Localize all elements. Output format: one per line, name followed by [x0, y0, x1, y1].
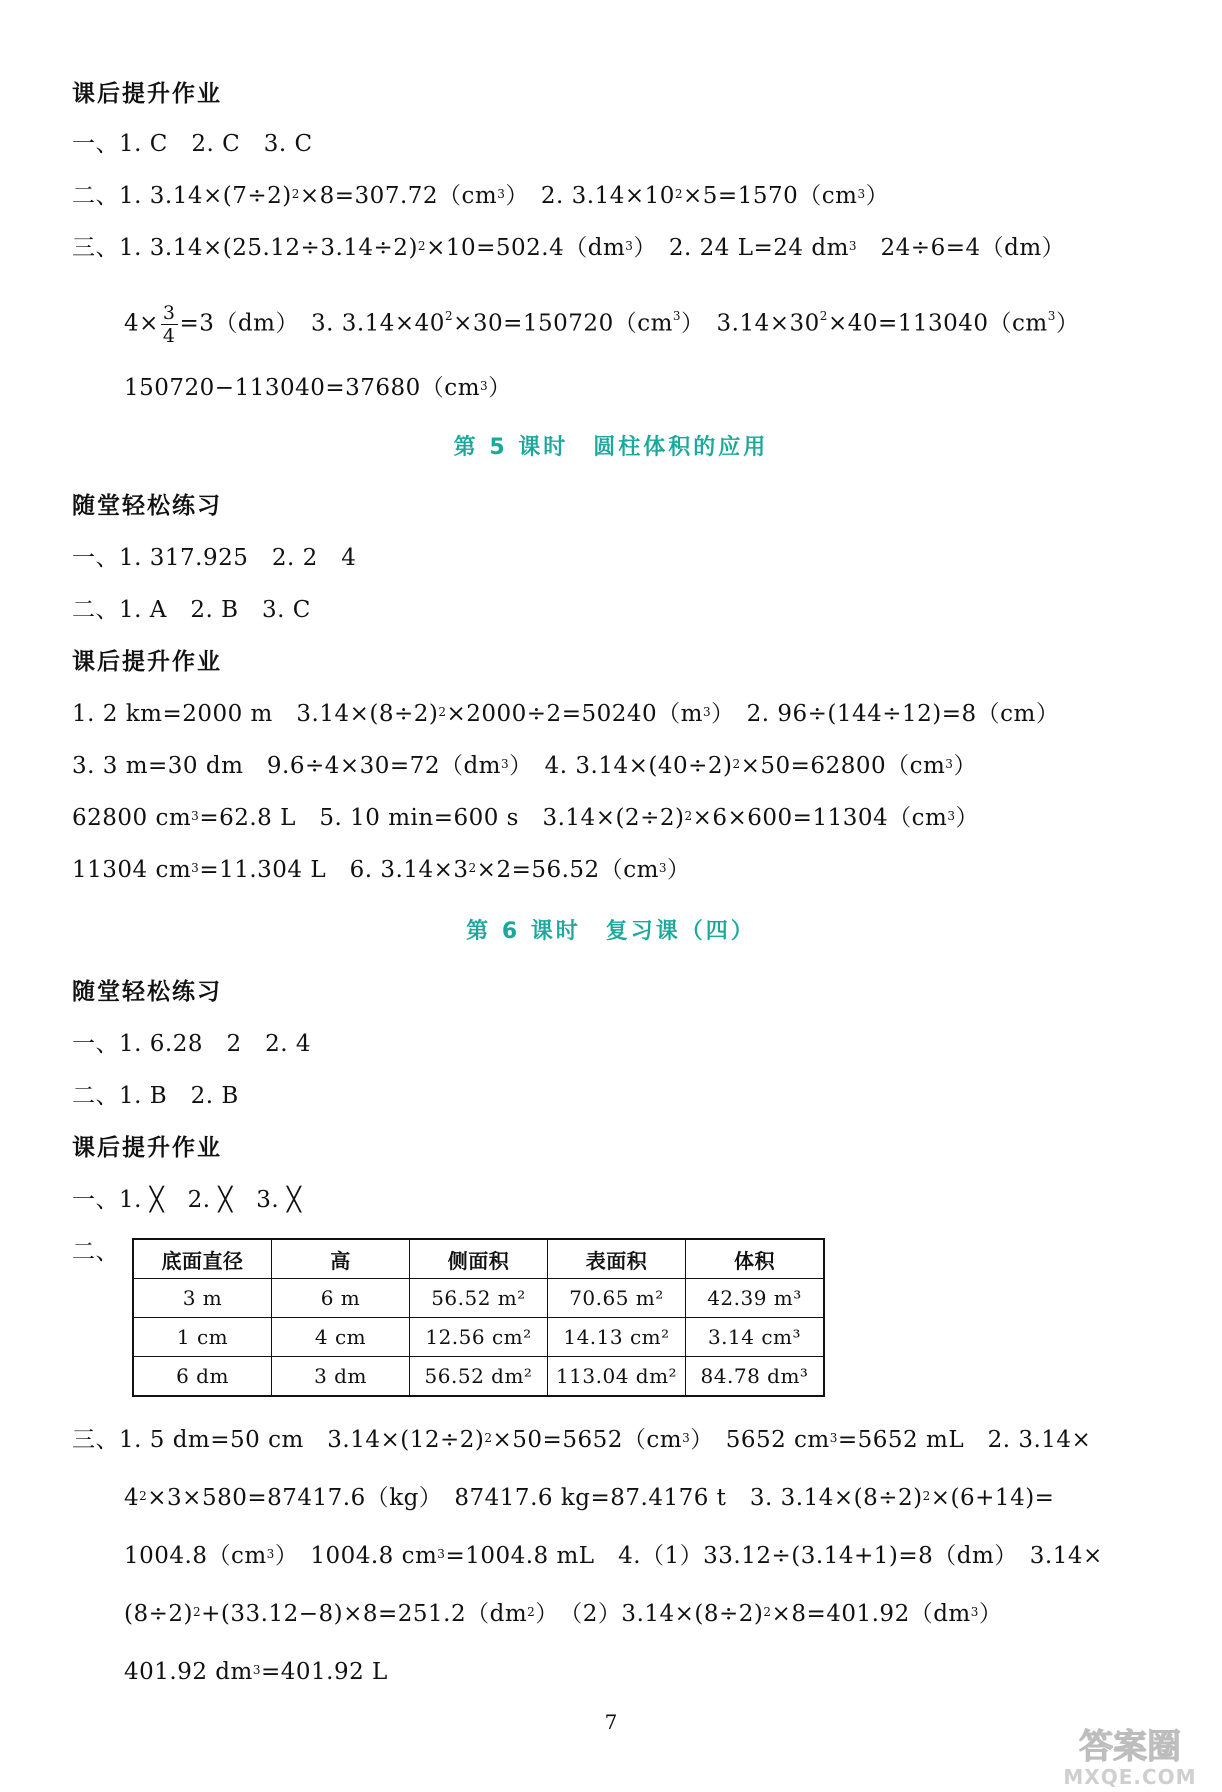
table-cell: 12.56 cm² [410, 1318, 548, 1357]
table-header: 表面积 [548, 1239, 686, 1279]
section-title-lesson-5: 第 5 课时 圆柱体积的应用 [453, 435, 769, 460]
table-row [133, 1318, 824, 1357]
answer-line: 二、1. $3.14\times(7\div 2)^2\times 8=307.72(cm^3)$ 2. $3.14\times 10^2\times 5=1570(cm^3)$ [72, 183, 890, 209]
heading-homework: 课后提升作业 [72, 649, 222, 675]
table-cell: 3 m [133, 1279, 272, 1318]
answer-line: 62800 $cm^3=62.8$ L 5. 10 min=600 s $3.14\times(2\div 2)^2\times 6\times 600=11304(cm^3)$ [72, 805, 979, 831]
answer-line: 一、1. C 2. C 3. C [72, 131, 313, 157]
table-cell: 4 cm [272, 1318, 410, 1357]
answer-line: 二、 [72, 1239, 119, 1265]
heading-class-practice: 随堂轻松练习 [72, 979, 222, 1005]
table-cell: 6 m [272, 1279, 410, 1318]
watermark-logo [1042, 1720, 1217, 1788]
answer-line: 一、1. ╳ 2. ╳ 3. ╳ [72, 1187, 302, 1213]
table-cell: 56.52 m² [410, 1279, 548, 1318]
table-cell: 1 cm [133, 1318, 272, 1357]
heading-homework: 课后提升作业 [72, 1135, 222, 1161]
table-header: 体积 [686, 1239, 825, 1279]
answer-line: $150720-113040=37680(cm^3)$ [124, 375, 512, 401]
table-cell: 3 dm [272, 1357, 410, 1397]
table-cell: 70.65 m² [548, 1279, 686, 1318]
page-number: 7 [604, 1710, 618, 1734]
table-cell: 3.14 cm³ [686, 1318, 825, 1357]
answer-line: 二、1. B 2. B [72, 1083, 239, 1109]
table-header: 高 [272, 1239, 410, 1279]
answer-line: $(8\div 2)^2+(33.12-8)\times 8=251.2(dm^2)$ $(2)3.14\times(8\div 2)^2\times 8=401.92(dm^3)$ [124, 1601, 1003, 1627]
table-row [133, 1357, 824, 1397]
answer-line: 一、1. 317.925 2. 2 4 [72, 545, 357, 571]
watermark-title: 答案圈 [1079, 1727, 1181, 1767]
table-header-row [133, 1239, 824, 1279]
answer-line: 1. 2 km=2000 m $3.14\times(8\div 2)^2\times 2000\div 2=50240(m^3)$ 2. 96÷(144÷12)=8（cm） [72, 701, 1060, 727]
answer-line: 三、1. $3.14\times(25.12\div 3.14\div 2)^2\times 10=502.4(dm^3)$ 2. 24 L=24 $dm^3$ 24÷6=4（dm） [72, 235, 1066, 261]
heading-class-practice: 随堂轻松练习 [72, 493, 222, 519]
table-cell: 84.78 dm³ [686, 1357, 825, 1397]
cylinder-table [132, 1238, 825, 1397]
table-cell: 56.52 dm² [410, 1357, 548, 1397]
table-header: 底面直径 [133, 1239, 272, 1279]
table-cell: 42.39 m³ [686, 1279, 825, 1318]
answer-line: 3. 3 m=30 dm $9.6\div 4\times 30=72(dm^3)$ 4. $3.14\times(40\div 2)^2\times 50=62800(cm^3)$ [72, 753, 977, 779]
fraction: $\frac{3}{4}$ [162, 302, 176, 347]
answer-line: $1004.8(cm^3)$ 1004.8 $cm^3=1004.8$ mL 4.（1）33.12÷(3.14+1)=8（dm） 3.14× [124, 1543, 1103, 1569]
answer-line: 11304 $cm^3=11.304$ L 6. $3.14\times 3^2\times 2=56.52(cm^3)$ [72, 857, 691, 883]
answer-line: 401.92 $dm^3=401.92$ L [124, 1659, 388, 1685]
answer-line: 三、1. 5 dm=50 cm $3.14\times(12\div 2)^2\times 50=5652(cm^3)$ 5652 $cm^3=5652$ mL 2. 3.14× [72, 1427, 1092, 1453]
table-row [133, 1279, 824, 1318]
watermark-site: MXQE.COM [1063, 1765, 1197, 1788]
table-header: 侧面积 [410, 1239, 548, 1279]
answer-line: $4^2\times 3\times 580=87417.6(kg)$ 87417.6 kg=87.4176 t 3. $3.14\times(8\div 2)^2\times(6+14)=$ [124, 1485, 1055, 1511]
table-cell: 113.04 dm² [548, 1357, 686, 1397]
answer-line: 二、1. A 2. B 3. C [72, 597, 311, 623]
table-cell: 14.13 cm² [548, 1318, 686, 1357]
table-cell: 6 dm [133, 1357, 272, 1397]
heading-homework: 课后提升作业 [72, 81, 222, 107]
answer-line: 4× $\frac{3}{4}$ =3（dm） 3. $3.14\times 40^2\times 30=150720(cm^3)$ $3.14\times 30^2\times 40=113040(cm^3)$ [124, 302, 1080, 347]
answer-line: 一、1. 6.28 2 2. 4 [72, 1031, 311, 1057]
section-title-lesson-6: 第 6 课时 复习课（四） [466, 919, 756, 944]
